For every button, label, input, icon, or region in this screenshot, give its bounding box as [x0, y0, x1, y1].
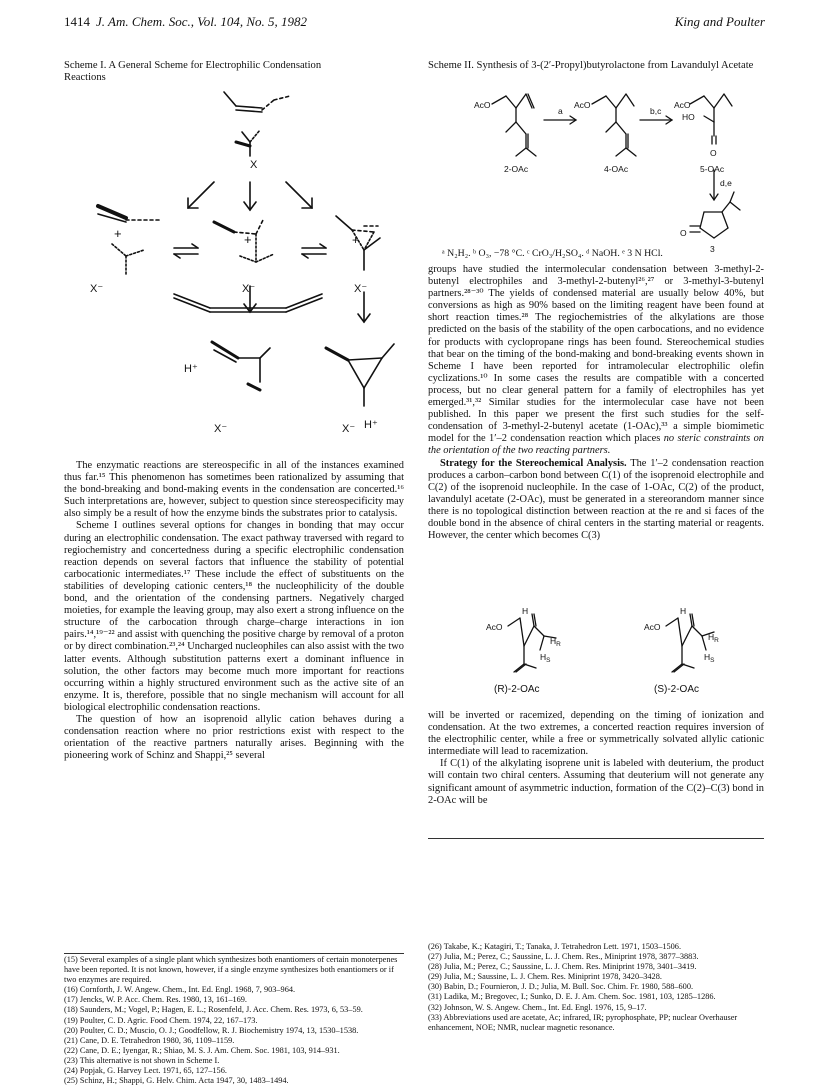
scheme2-carbonyl-o: O: [710, 148, 717, 158]
scheme2-caption-label: Scheme II.: [428, 60, 474, 71]
scheme2-ho: HO: [682, 112, 695, 122]
footnote-30: (30) Babin, D.; Fournieron, J. D.; Julia, M. Bull. Soc. Chim. Fr. 1980, 588–600.: [428, 982, 694, 992]
footnote-27: (27) Julia, M.; Perez, C.; Saussine, L. J. Chem. Res., Miniprint 1978, 3877–3883.: [428, 952, 699, 962]
scheme1-caption: [64, 60, 364, 84]
left-column-text: [64, 460, 404, 762]
footnote-26: (26) Takabe, K.; Katagiri, T.; Tanaka, J. Tetrahedron Lett. 1971, 1503–1506.: [428, 942, 682, 951]
footnote-24: (24) Popjak, G. Harvey Lect. 1971, 65, 127–156.: [64, 1066, 227, 1076]
footnote-19: (19) Poulter, C. D. Agric. Food Chem. 1974, 22, 167–173.: [64, 1015, 258, 1025]
right-paragraph-1-text: groups have studied the intermolecular condensation between 3-methyl-2-butenyl electrophiles and 3-methyl-2-butenyl²⁶,²⁷ or 3-methyl-3-butenyl partners.²⁸⁻³⁰ The yields of condensed material are usually below 40%, but conversions as high as 90% based on the limiting reagent have been found at short reaction times.²⁸ The regiochemistries of the alkylations are those predicted on the basis of the stability of the open carbocations, and no evidence for products with cyclopropane rings has been found. Stereochemical studies that bear on the timing of the bond-making and bond-breaking events shown in Scheme I have been reported for intramolecular electrophilic olefin cyclizations.¹⁰ In some cases the results are compatible with a concerted process, but no clear general pattern for a family of electrophiles has yet emerged.³¹,³² Similar studies for the intermolecular case have not been published. In this paper we present the first such studies for the self-condensation of 3-methyl-2-butenyl acetate (1-OAc),³³ a simple biomimetic model for the 1′–2 condensation reaction which places: [428, 264, 764, 445]
scheme1-anion-bottom-left: X⁻: [214, 423, 228, 435]
right-paragraph-3: will be inverted or racemized, depending on the timing of ionization and condensation. At the two extremes, a concerted reaction requires inversion of the electrophilic center, while a free or symmetrically solvated allylic cationic intermediate will lead to racemization.: [428, 710, 764, 758]
right-column-text-bottom: [428, 710, 764, 807]
compound-5-oac: 5-OAc: [700, 164, 725, 174]
stereo-s-aco: AcO: [644, 622, 661, 632]
stereo-r-aco: AcO: [486, 622, 503, 632]
scheme2-reagents: ᵃ N₂H₂. ᵇ O₃, −78 °C. ᶜ CrO₃/H₂SO₄. ᵈ NaOH. ᵉ 3 N HCl.: [442, 248, 663, 259]
footnote-18: (18) Saunders, M.; Vogel, P.; Hagen, E. L.; Rosenfeld, J. Acc. Chem. Res. 1973, 6, 53–59.: [64, 1005, 363, 1015]
footnote-33: (33) Abbreviations used are acetate, Ac; infrared, IR; pyrophosphate, PP; nuclear Overhauser enhancement, NOE; NMR, nuclear magnetic resonance.: [428, 1012, 738, 1032]
scheme1-caption-label: Scheme I.: [64, 60, 107, 71]
stereo-s-hs: $H_S$: [704, 652, 715, 664]
stereo-r-label: (R)-2-OAc: [494, 684, 540, 695]
footnote-22: (22) Cane, D. E.; Iyengar, R.; Shiao, M. S. J. Am. Chem. Soc. 1981, 103, 914–931.: [64, 1045, 340, 1055]
footnote-21: (21) Cane, D. E. Tetrahedron 1980, 36, 1109–1159.: [64, 1035, 235, 1045]
left-paragraph-3: The question of how an isoprenoid allylic cation behaves during a condensation reaction where no prior restrictions exist with respect to the orientation of the reactive partners naturally arises. Beginning with the pioneering work of Schinz and Shappi,²⁵ several: [64, 713, 404, 762]
compound-3: 3: [710, 244, 715, 254]
scheme2-caption-text: Synthesis of 3-(2′-Propyl)butyrolactone from Lavandulyl Acetate: [476, 60, 754, 71]
scheme1-leaving-group: X: [250, 159, 258, 171]
left-paragraph-2: Scheme I outlines several options for changes in bonding that may occur during an electrophilic condensation. The exact pathway traversed with regard to regiochemistry and concertedness during a specific electrophilic condensation reaction depends on several factors that influence the stability of potential carbocationic intermediates.¹⁷ These include the effect of substituents on the stabilities of developing cationic centers,¹⁸ the nucleophilicity of the double bond, and the orientation of the condensing partners. Negatively charged moieties, for example the leaving group, may also exert a strong influence on the structure of the carbocation through charge–charge interactions in ion pairs.¹⁴,¹⁹⁻²² and assist with quenching the positive charge by removal of a proton or by direct combination.²³,²⁴ Uncharged nucleophiles can also assist with the two latter events. Although substitution patterns exert a dominant influence in solution, the other factors may become much more important for reactions occurring within a highly structured environment such as the active site of an enzyme. It is, therefore, possible that no single mechanism will account for all biological electrophilic condensation reactions.: [64, 520, 404, 713]
compound-4-oac: 4-OAc: [604, 164, 629, 174]
scheme2-lactone-o: O: [680, 228, 687, 238]
scheme1-proton-right: H⁺: [364, 419, 378, 431]
scheme1-anion-bottom-right: X⁻: [342, 423, 356, 435]
scheme2-step-bc: b,c: [650, 106, 662, 116]
right-paragraph-2: [428, 458, 764, 543]
footnote-25: (25) Schinz, H.; Shappi, G. Helv. Chim. Acta 1947, 30, 1483–1494.: [64, 1076, 289, 1086]
scheme2-step-de: d,e: [720, 178, 732, 188]
footnote-rule-right: [428, 838, 764, 839]
page-number: 1414: [64, 14, 90, 29]
footnote-17: (17) Jencks, W. P. Acc. Chem. Res. 1980, 13, 161–169.: [64, 995, 247, 1005]
scheme2-aco-3: AcO: [674, 100, 691, 110]
footnote-rule-left: [64, 953, 404, 954]
scheme1-figure: [64, 86, 404, 462]
footnote-28: (28) Julia, M.; Perez, C.; Saussine, L. J. Chem. Res. Miniprint 1978, 3401–3419.: [428, 962, 697, 972]
stereo-r-h: H: [522, 606, 529, 616]
scheme2-aco-1: AcO: [474, 100, 491, 110]
footnote-20: (20) Poulter, C. D.; Muscio, O. J.; Goodfellow, R. J. Biochemistry 1974, 13, 1530–1538.: [64, 1025, 359, 1035]
scheme1-proton-left: H⁺: [184, 363, 198, 375]
right-paragraph-1-italic: no steric constraints on the orientation of the two reacting partners.: [428, 433, 765, 457]
footnote-15: (15) Several examples of a single plant which synthesizes both enantiomers of certain monoterpenes have been reported. It is not known, however, if a single enzyme synthesizes both enantiomers or if two enzymes are required.: [64, 955, 398, 985]
compound-2-oac: 2-OAc: [504, 164, 529, 174]
scheme1-anion-middle: X⁻: [242, 283, 256, 295]
footnote-32: (32) Johnson, W. S. Angew. Chem., Int. Ed. Engl. 1976, 15, 9–17.: [428, 1002, 647, 1012]
scheme1-caption-text: A General Scheme for Electrophilic Condensation Reactions: [64, 60, 322, 83]
stereo-s-label: (S)-2-OAc: [654, 684, 699, 695]
stereo-s-h: H: [680, 606, 687, 616]
svg-text:+: +: [352, 233, 360, 247]
footnote-31: (31) Ladika, M.; Bregovec, I.; Sunko, D. E. J. Am. Chem. Soc. 1981, 103, 1285–1286.: [428, 992, 716, 1002]
svg-text:+: +: [114, 226, 122, 241]
scheme1-anion-left: X⁻: [90, 283, 104, 295]
footnote-29: (29) Julia, M.; Saussine, L. J. Chem. Res. Miniprint 1978, 3420–3428.: [428, 972, 662, 982]
stereo-r-hs: $H_S$: [540, 652, 551, 664]
section-heading-strategy: Strategy for the Stereochemical Analysis.: [440, 457, 627, 469]
right-paragraph-4: If C(1) of the alkylating isoprene unit is labeled with deuterium, the product will contain two chiral centers. Assuming that deuterium will not generate any significant amount of asymmetric induction, formation of the C(2)–C(3) bond in 2-OAc will be: [428, 758, 764, 806]
journal-citation: J. Am. Chem. Soc., Vol. 104, No. 5, 1982: [96, 14, 307, 29]
svg-text:+: +: [244, 232, 252, 247]
footnotes-left: [64, 955, 404, 1086]
right-paragraph-2-text: The 1′–2 condensation reaction produces a carbon–carbon bond between C(1) of the isoprenoid electrophile and C(2) of the isoprenoid nucleophile. In the case of 1-OAc, C(2) of the product, lavandulyl acetate (2-OAc), must be generated in a stereorandom manner since there is no topological distinction between reaction at the re and si faces of the double bond in the absence of chiral centers in the starting material or reagents. However, the center which becomes C(3): [428, 457, 764, 542]
scheme2-step-a: a: [558, 106, 563, 116]
running-authors: King and Poulter: [674, 14, 765, 29]
stereo-figure: [428, 606, 764, 698]
scheme1-anion-right: X⁻: [354, 283, 368, 295]
stereo-r-hr: $H_R$: [550, 636, 561, 648]
footnote-23: (23) This alternative is not shown in Scheme I.: [64, 1055, 220, 1065]
stereo-s-hr: $H_R$: [708, 632, 719, 644]
right-paragraph-1: [428, 264, 764, 458]
scheme2-aco-2: AcO: [574, 100, 591, 110]
footnote-16: (16) Cornforth, J. W. Angew. Chem., Int. Ed. Engl. 1968, 7, 903–964.: [64, 985, 296, 995]
left-paragraph-1: The enzymatic reactions are stereospecific in all of the instances examined thus far.¹⁵ This phenomenon has sometimes been rationalized by assuming that the bond-breaking and bond-making events in the condensation are concerted.¹⁶ Such interpretations are, however, subject to question since stereospecificity may also simply be a result of how the enzyme binds the substrates prior to catalysis.: [64, 460, 404, 520]
right-column-text-top: [428, 264, 764, 542]
footnotes-right: [428, 942, 764, 1033]
scheme2-figure: [428, 86, 768, 256]
scheme2-caption: [428, 60, 758, 72]
